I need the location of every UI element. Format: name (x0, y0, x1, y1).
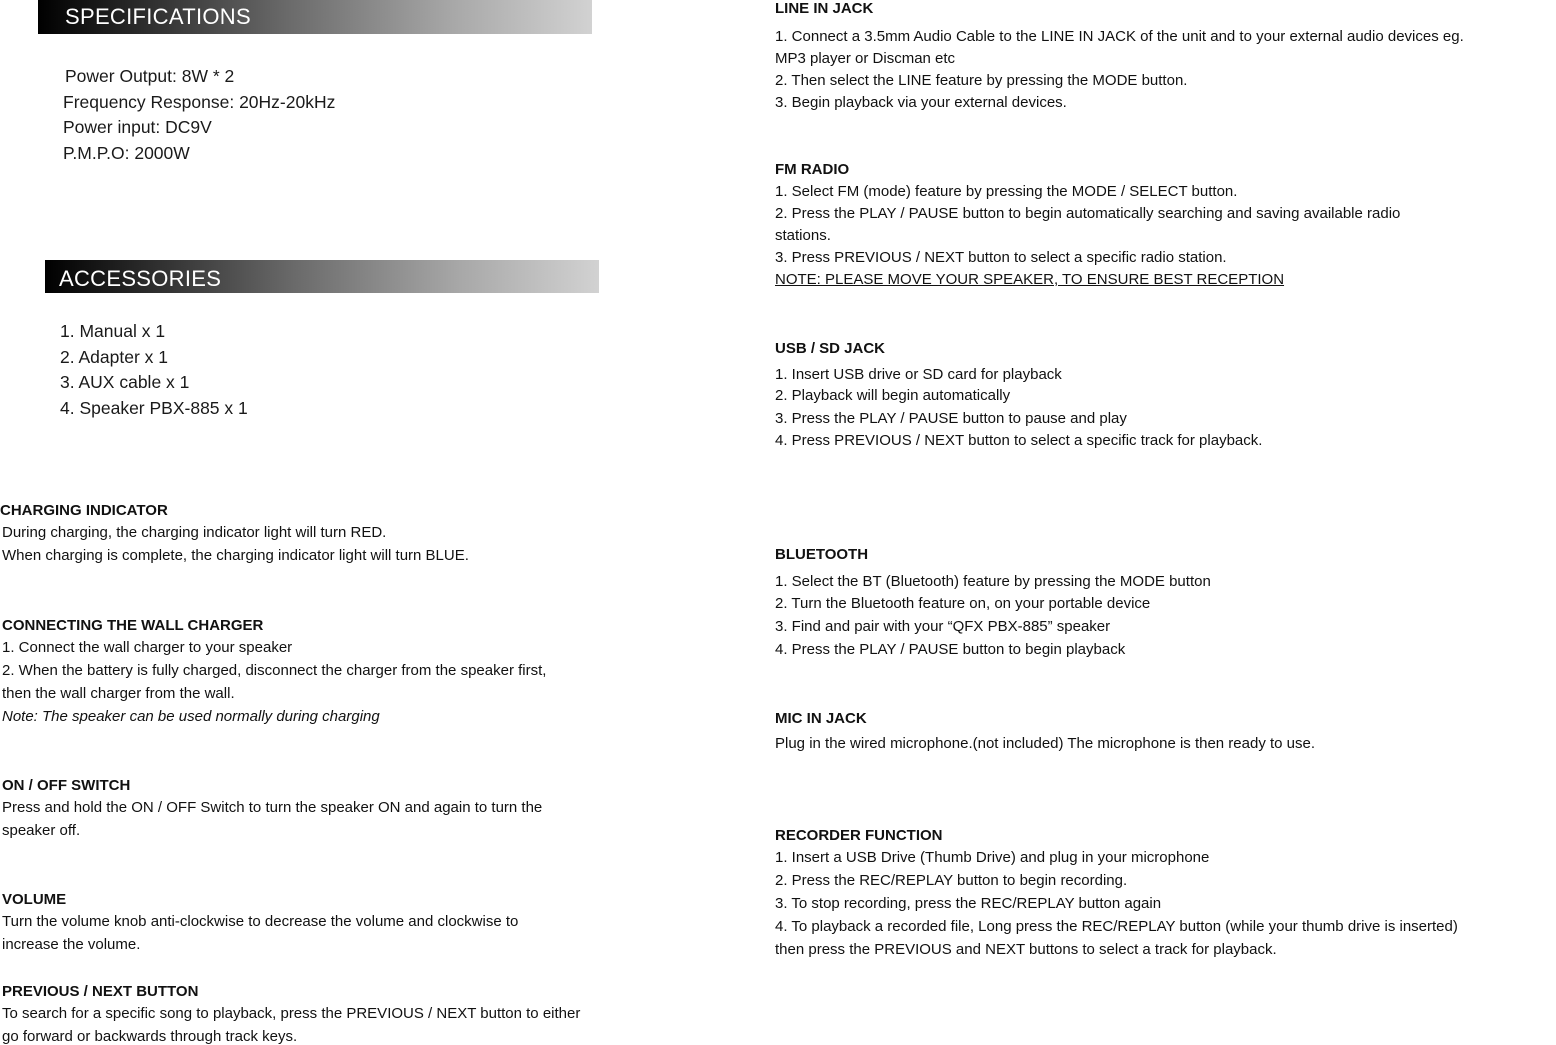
mic-in-jack-heading: MIC IN JACK (775, 710, 867, 727)
usb-sd-jack-text: 2. Playback will begin automatically (775, 387, 1011, 404)
on-off-switch-text: speaker off. (2, 822, 81, 839)
fm-radio-text: 2. Press the PLAY / PAUSE button to begin automatically searching and saving available radio (775, 205, 1401, 222)
accessories-title: ACCESSORIES (59, 266, 222, 291)
usb-sd-jack-text: 4. Press PREVIOUS / NEXT button to select a specific track for playback. (775, 432, 1263, 449)
fm-radio-text: 1. Select FM (mode) feature by pressing the MODE / SELECT button. (775, 183, 1238, 200)
spec-item: Power input: DC9V (63, 117, 212, 137)
wall-charger-note: Note: The speaker can be used normally during charging (2, 708, 380, 725)
charging-indicator-text: When charging is complete, the charging indicator light will turn BLUE. (2, 547, 469, 564)
wall-charger-heading: CONNECTING THE WALL CHARGER (2, 617, 264, 634)
bluetooth-text: 3. Find and pair with your “QFX PBX-885” speaker (775, 618, 1111, 635)
accessory-item: 3. AUX cable x 1 (60, 372, 190, 392)
volume-heading: VOLUME (2, 891, 67, 908)
mic-in-jack-text: Plug in the wired microphone.(not included) The microphone is then ready to use. (775, 735, 1316, 752)
bluetooth-heading: BLUETOOTH (775, 546, 869, 563)
accessory-item: 2. Adapter x 1 (60, 347, 168, 367)
accessory-item: 1. Manual x 1 (60, 321, 166, 341)
accessory-item: 4. Speaker PBX-885 x 1 (60, 398, 248, 418)
wall-charger-text: 1. Connect the wall charger to your speaker (2, 639, 293, 656)
fm-radio-text: stations. (775, 227, 831, 244)
recorder-function-text: 3. To stop recording, press the REC/REPLAY button again (775, 895, 1162, 912)
recorder-function-text: 2. Press the REC/REPLAY button to begin recording. (775, 872, 1128, 889)
recorder-function-text: 4. To playback a recorded file, Long press the REC/REPLAY button (while your thumb drive is inserted) (775, 918, 1458, 935)
charging-indicator-text: During charging, the charging indicator light will turn RED. (2, 524, 387, 541)
bluetooth-text: 4. Press the PLAY / PAUSE button to begin playback (775, 641, 1126, 658)
spec-item: Power Output: 8W * 2 (65, 66, 235, 86)
fm-radio-note: NOTE: PLEASE MOVE YOUR SPEAKER, TO ENSURE BEST RECEPTION (775, 271, 1285, 288)
bluetooth-text: 2. Turn the Bluetooth feature on, on your portable device (775, 595, 1151, 612)
on-off-switch-text: Press and hold the ON / OFF Switch to turn the speaker ON and again to turn the (2, 799, 543, 816)
recorder-function-text: 1. Insert a USB Drive (Thumb Drive) and plug in your microphone (775, 849, 1210, 866)
prev-next-heading: PREVIOUS / NEXT BUTTON (2, 983, 199, 1000)
bluetooth-text: 1. Select the BT (Bluetooth) feature by pressing the MODE button (775, 573, 1211, 590)
charging-indicator-heading: CHARGING INDICATOR (0, 502, 168, 519)
line-in-jack-text: 2. Then select the LINE feature by pressing the MODE button. (775, 72, 1188, 89)
fm-radio-text: 3. Press PREVIOUS / NEXT button to select a specific radio station. (775, 249, 1227, 266)
on-off-switch-heading: ON / OFF SWITCH (2, 777, 131, 794)
specifications-title: SPECIFICATIONS (65, 4, 251, 29)
spec-item: P.M.P.O: 2000W (63, 143, 190, 163)
usb-sd-jack-heading: USB / SD JACK (775, 340, 886, 357)
volume-text: Turn the volume knob anti-clockwise to decrease the volume and clockwise to (2, 913, 519, 930)
recorder-function-heading: RECORDER FUNCTION (775, 827, 943, 844)
spec-item: Frequency Response: 20Hz-20kHz (63, 92, 336, 112)
usb-sd-jack-text: 1. Insert USB drive or SD card for playback (775, 366, 1062, 383)
volume-text: increase the volume. (2, 936, 141, 953)
line-in-jack-text: MP3 player or Discman etc (775, 50, 956, 67)
accessories-banner (45, 260, 599, 293)
prev-next-text: go forward or backwards through track keys. (2, 1028, 298, 1045)
recorder-function-text: then press the PREVIOUS and NEXT buttons to select a track for playback. (775, 941, 1277, 958)
wall-charger-text: 2. When the battery is fully charged, disconnect the charger from the speaker first, (2, 662, 547, 679)
specifications-banner (38, 0, 592, 34)
usb-sd-jack-text: 3. Press the PLAY / PAUSE button to pause and play (775, 410, 1127, 427)
prev-next-text: To search for a specific song to playback, press the PREVIOUS / NEXT button to either (2, 1005, 581, 1022)
line-in-jack-heading: LINE IN JACK (775, 0, 874, 17)
fm-radio-heading: FM RADIO (775, 161, 850, 178)
line-in-jack-text: 3. Begin playback via your external devices. (775, 94, 1067, 111)
wall-charger-text: then the wall charger from the wall. (2, 685, 235, 702)
line-in-jack-text: 1. Connect a 3.5mm Audio Cable to the LINE IN JACK of the unit and to your external audio devices eg. (775, 28, 1464, 45)
